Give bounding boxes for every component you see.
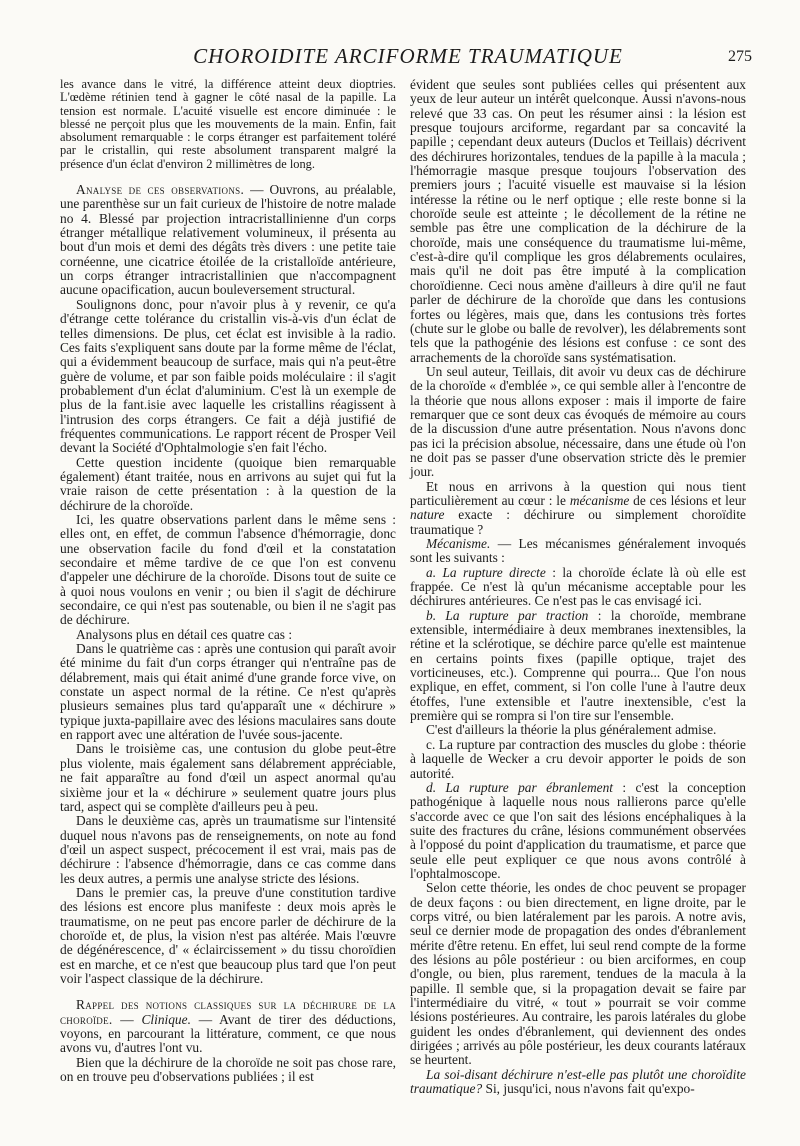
item-a-paragraph bbox=[410, 566, 746, 609]
question-paragraph bbox=[410, 480, 746, 537]
cette-question-paragraph: Cette question incidente (quoique bien remarquable également) étant traitée, nous en arrivons au sujet qui fut la vraie raison de cette présentation : à la question de la déchirure de la choroïde. bbox=[60, 454, 396, 513]
quatrieme-cas-paragraph: Dans le quatrième cas : après une contusion qui paraît avoir été minime du fait d'un corps étranger qui n'entraîne pas de délabrement, mais qui était animé d'une grande force vive, on constate un aspect normal de la rétine. Ce n'est qu'après plusieurs semaines plus tard qu'apparaît une « déchirure » typique juxta-papillaire avec des lésions maculaires sans doute en rapport avec une altération de l'uvée sous-jacente. bbox=[60, 641, 396, 743]
soulignons-paragraph: Soulignons donc, pour n'avoir plus à y revenir, ce qu'a d'étrange cette tolérance du cristallin vis-à-vis d'un éclat de telles dimensions. De plus, cet éclat est invisible à la radio. Ces faits s'expliquent sans doute par la forme même de l'éclat, qui a évidemment beaucoup de surface, mais qui n'a peut-être guère de volume, et par son faible poids moléculaire : il s'agit probablement d'un éclat d'aluminium. C'est là un exemple de plus de la fant.isie avec laquelle les cristallins réagissent à l'intrusion des corps étrangers. Ce fait a déjà justifié de fréquentes communications. Le rapport récent de Prosper Veil devant la Société d'Ophtalmologie s'en fait l'écho. bbox=[60, 296, 396, 456]
theorie-paragraph: C'est d'ailleurs la théorie la plus généralement admise. bbox=[426, 722, 717, 738]
item-a-label: a. La rupture directe bbox=[426, 564, 546, 580]
clinique-label: Clinique. bbox=[141, 1011, 191, 1027]
left-column bbox=[60, 78, 396, 1084]
nature-term: nature bbox=[410, 507, 445, 523]
mecanisme-paragraph bbox=[410, 537, 746, 566]
right-column bbox=[410, 78, 746, 1096]
mecanisme-body: — Les mécanismes généralement invoqués sont les suivants : bbox=[410, 536, 746, 566]
analysons-paragraph: Analysons plus en détail ces quatre cas : bbox=[76, 626, 293, 642]
running-title: CHOROIDITE ARCIFORME TRAUMATIQUE bbox=[193, 44, 623, 68]
analyse-body: — Ouvrons, au préalable, une parenthèse sur un fait curieux de l'histoire de notre malade no 4. Blessé par projection intracristallinienne d'un corps étranger métallique relativement volumineux, il présenta au bout d'un mois et demi des dégâts très divers : une petite taie cornéenne, une cicatrice étoilée de la cristalloïde antérieure, un corps étranger intracristallinien que n'accompagnent aucune opacification, aucun bouleversement structural. bbox=[60, 182, 396, 298]
mecanisme-term: mécanisme bbox=[569, 492, 630, 508]
selon-paragraph: Selon cette théorie, les ondes de choc peuvent se propager de deux façons : ou bien directement, en ligne droite, par le corps vitré, ou bien latéralement par les parois. A notre avis, seul ce dernier mode de propagation des ondes d'ébranlement mérite d'être retenu. En effet, lui seul rend compte de la forme des lésions au pôle postérieur : ou bien arciformes, en coup d'ongle, ou bien, plus rarement, tendues de la macula à la papille. Il semble que, si la propagation devait se faire par l'intermédiaire du vitré, « tout » pourrait se voir comme lésions postérieures. Au contraire, les parois latérales du globe guident les ondes d'ébranlement, qui deviennent des ondes dirigées ; arrivés au pôle postérieur, les deux courants latéraux se heurtent. bbox=[410, 880, 746, 1068]
item-d-label: d. La rupture par ébranlement bbox=[426, 779, 614, 795]
soi-disant-question: La soi-disant déchirure n'est-elle pas plutôt une choroïdite traumatique? bbox=[410, 1066, 746, 1097]
item-d-paragraph bbox=[410, 781, 746, 881]
item-c-paragraph: c. La rupture par contraction des muscles du globe : théorie à laquelle de Wecker a cru devoir apporter le poids de son autorité. bbox=[410, 736, 746, 781]
rappel-paragraph bbox=[60, 998, 396, 1055]
rappel-dash: — bbox=[112, 1011, 142, 1027]
teillais-paragraph: Un seul auteur, Teillais, dit avoir vu deux cas de déchirure de la choroïde « d'emblée », ce qui semble aller à l'encontre de la théorie que nous allons exposer : mais il importe de faire remarquer que ce sont deux cas évoqués de mémoire au cours de la discussion d'une autre présentation. Nous n'avons donc pas ici la précision absolue, nécessaire, dans une étude où l'on ne doit pas se passer d'une observation stricte dès le premier jour. bbox=[410, 363, 746, 480]
page-number: 275 bbox=[728, 48, 752, 65]
rappel-body: — Avant de tirer des déductions, voyons, en parcourant la littérature, comment, ce que nous avons vu, d'autres l'ont vu. bbox=[60, 1011, 396, 1056]
troisieme-cas-paragraph: Dans le troisième cas, une contusion du globe peut-être plus violente, mais également sans délabrement appréciable, ne fait apparaître au fond d'œil un aspect anormal qu'au sixième jour et la « déchirure » seulement quatre jours plus tard, aspect qui se complète d'ailleurs peu à peu. bbox=[60, 741, 396, 814]
item-a-body: : la choroïde éclate là où elle est frappée. Ce n'est là qu'un mécanisme acceptable pour les déchirures antérieures. Ce n'est pas le cas envisagé ici. bbox=[410, 564, 746, 609]
item-b-body: : la choroïde, membrane extensible, intermédiaire à deux membranes inextensibles, la rétine et la sclérotique, se déchire parce qu'elle est maintenue en certains points fixes (papille optique, trajet des vorticineuses, etc.). Comprenne qui pourra... Que l'on nous explique, en effet, comment, si l'on colle l'une à l'autre deux étoffes, l'une extensible et l'autre inextensible, c'est la première qui se rompra si l'on tire sur l'ensemble. bbox=[410, 607, 746, 724]
deuxieme-cas-paragraph: Dans le deuxième cas, après un traumatisme sur l'intensité duquel nous n'avons pas de renseignements, on note au fond d'œil un aspect suspect, précocement il est vrai, mais pas de déchirure : l'absence d'hémorragie, dans ce cas comme dans les deux autres, a permis une analyse stricte des lésions. bbox=[60, 813, 396, 886]
evident-paragraph: évident que seules sont publiées celles qui présentent aux yeux de leur auteur un intérêt quelconque. Aussi n'avons-nous relevé que 33 cas. On peut les résumer ainsi : la lésion est presque toujours arciforme, regardant par sa concavité la papille ; cependant deux auteurs (Duclos et Teillais) décrivent des déchirures horizontales, tendues de la papille à la macula ; l'hémorragie masque presque toujours l'observation des premiers jours ; l'acuité visuelle est mauvaise si la lésion intéresse la rétine ou le nerf optique ; elle reste bonne si la choroïde seule est atteinte ; le décollement de la rétine ne semble pas être une complication de la déchirure de la choroïde, mais une conséquence du traumatisme lui-même, c'est-à-dire qu'il complique les gros délabrements oculaires, mais qu'il ne doit pas être imputé à la complication choroïdienne. Ceci nous amène d'ailleurs à dire qu'il ne faut parler de déchirure de la choroïde que dans les contusions fortes ou légères, mais que, dans les contusions très fortes (chute sur le globe ou balle de revolver), les délabrements sont tels que la pathogénie des lésions est confuse : ce sont des arrachements de la choroïde sans systématisation. bbox=[410, 77, 746, 365]
observation-continuation: les avance dans le vitré, la différence atteint deux dioptries. L'œdème rétinien tend à gagner le côté nasal de la papille. La tension est normale. L'acuité visuelle est encore diminuée : le blessé ne perçoit plus que les mouvements de la main. Enfin, fait absolument remarquable : le corps étranger est parfaitement toléré par le cristallin, qui reste absolument transparent malgré la présence d'un éclat d'environ 2 millimètres de long. bbox=[60, 77, 396, 171]
mecanisme-heading: Mécanisme. bbox=[426, 536, 491, 551]
question-text-c: exacte : déchirure ou simplement choroïdite traumatique ? bbox=[410, 507, 746, 537]
analyse-heading: Analyse de ces observations. bbox=[76, 182, 245, 198]
analyse-paragraph bbox=[60, 183, 396, 298]
question-text-b: de ces lésions et leur bbox=[629, 492, 746, 508]
item-d-body: : c'est la conception pathogénique à laquelle nous nous rallierons parce qu'elle s'accorde avec ce que l'on sait des lésions encéphaliques à la suite des fractures du crâne, lésions communément observées à l'opposé du point d'application du traumatisme, et parce que seule elle peut expliquer ce que nous avons contrôlé à l'ophtalmoscope. bbox=[410, 779, 746, 881]
rappel-heading: Rappel des notions classiques sur la déchirure de la choroïde. bbox=[60, 997, 396, 1027]
item-b-label: b. La rupture par traction bbox=[426, 607, 589, 623]
soi-disant-paragraph bbox=[410, 1068, 746, 1097]
running-header bbox=[64, 42, 752, 76]
soi-disant-body: Si, jusqu'ici, nous n'avons fait qu'expo- bbox=[482, 1081, 695, 1097]
item-b-paragraph bbox=[410, 609, 746, 724]
question-text-a: Et nous en arrivons à la question qui nous tient particulièrement au cœur : le bbox=[410, 478, 746, 508]
ici-paragraph: Ici, les quatre observations parlent dans le même sens : elles ont, en effet, de commun l'absence d'hémorragie, donc une observation facile du fond d'œil et la constatation secondaire et même tardive de ce que l'on est convenu d'appeler une déchirure de la choroïde. Disons tout de suite ce à quoi nous voulons en venir ; ou bien il s'agit de déchirure secondaire, ce qui n'est pas soutenable, ou bien il ne s'agit pas de déchirure. bbox=[60, 511, 396, 628]
premier-cas-paragraph: Dans le premier cas, la preuve d'une constitution tardive des lésions est encore plus manifeste : deux mois après le traumatisme, on ne peut pas encore parler de déchirure de la choroïde et, de plus, la vision n'est pas altérée. Mais l'œuvre de dégénérescence, d' « éclaircissement » du tissu choroïdien est en marche, et ce n'est que beaucoup plus tard que l'on peut voir l'aspect classique de la déchirure. bbox=[60, 884, 396, 986]
bien-que-paragraph: Bien que la déchirure de la choroïde ne soit pas chose rare, on en trouve peu d'observations publiées ; il est bbox=[60, 1054, 396, 1085]
